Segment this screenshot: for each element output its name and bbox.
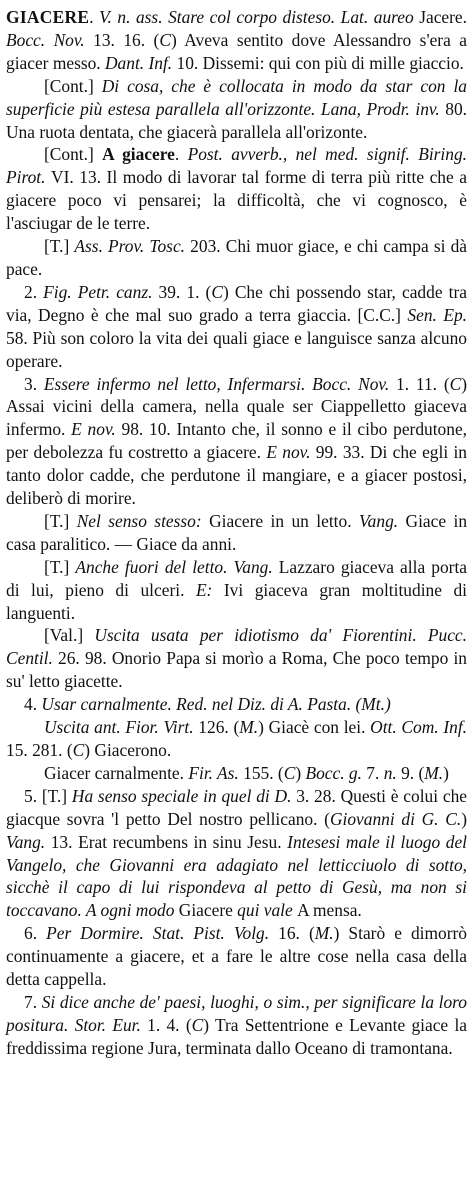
text-run: 13. 16. ( <box>93 29 160 50</box>
text-run: C <box>72 740 85 760</box>
text-run: Vang. <box>358 510 406 531</box>
text-run: ) Tra Settentrione e Levante giace la freddissima regione Jura, terminata dallo Oceano di tramontana. <box>6 1014 467 1058</box>
text-run: C <box>159 29 171 50</box>
entry-paragraph-14 <box>6 991 467 1060</box>
text-run: 16. ( <box>278 923 315 944</box>
text-run: 155. ( <box>243 762 284 783</box>
text-run: Fig. Petr. canz. <box>43 281 159 302</box>
text-run: [Cont.] <box>44 144 103 165</box>
text-run: 39. 1. ( <box>158 281 212 302</box>
text-run: 7. <box>366 762 384 783</box>
entry-paragraph-0 <box>6 6 467 75</box>
text-run: Giovanni di G. C. <box>329 808 462 829</box>
text-run: Intesesi male il luogo del Vangelo, che Giovanni era adagiato nel letticciuolo di sotto, sicchè il capo di lui rispondeva al petto di Gesù, ma non si toccavano. A ogni modo <box>6 831 468 921</box>
text-run: Lazzaro giaceva alla porta di lui, pieno di ulceri. <box>6 556 467 600</box>
text-run: Per Dormire. Stat. Pist. Volg. <box>46 923 279 944</box>
text-run: Di cosa, che è collocata in modo da star con la superficie più estesa parallela all'orizzonte. Lana, Prodr. inv. <box>6 75 467 119</box>
text-run: Fir. As. <box>188 762 244 783</box>
text-run: 99. 33. Di che egli in tanto dolor cadde, che perdutone il mangiare, e a giacer postosi, deliberò di morire. <box>6 442 468 509</box>
text-run: C <box>211 281 223 302</box>
entry-paragraph-13 <box>6 922 467 991</box>
text-run: [Cont.] <box>44 75 102 96</box>
text-run: ) Assai vicini della camera, nella quale ser Ciappelletto giaceva infermo. <box>6 373 468 440</box>
text-run: 5. [T.] <box>24 785 72 806</box>
text-run: ) Giacerono. <box>84 740 172 760</box>
text-run: [Val.] <box>44 625 95 646</box>
text-run: Giacer carnalmente. <box>44 762 189 783</box>
text-run: M. <box>239 717 259 738</box>
text-run: 4. <box>24 694 42 715</box>
text-run: Anche fuori del letto. Vang. <box>75 556 279 577</box>
text-run: 1. 11. ( <box>396 373 450 394</box>
text-run: Bocc. Nov. <box>6 29 94 50</box>
text-run: 80. Una ruota dentata, che giacerà parallela all'orizonte. <box>6 98 467 142</box>
headword: GIACERE <box>6 7 90 27</box>
entry-paragraph-6 <box>6 510 467 556</box>
entry-paragraph-3 <box>6 235 467 281</box>
text-run: Usar carnalmente. Red. nel Diz. di A. Pasta. (Mt.) <box>41 694 391 715</box>
text-run: C <box>449 373 462 394</box>
text-run: n. <box>383 762 402 783</box>
text-run: Nel senso stesso: <box>76 510 210 531</box>
text-run: 58. Più son coloro la vita dei quali giace e languisce sanza alcuno operare. <box>6 327 467 371</box>
text-run: qui vale <box>237 900 298 921</box>
text-run: 13. Erat recumbens in sinu Jesu. <box>50 831 288 852</box>
text-run: A mensa. <box>297 900 362 921</box>
text-run: 203. Chi muor giace, e chi campa si dà pace. <box>6 236 467 279</box>
text-run: VI. 13. Il modo di lavorar tal forme di terra più ritte che a giacere poco vi pensarei; la difficoltà, che vi cognosco, è l'asciugar de le terre. <box>6 167 467 234</box>
text-run: Bocc. g. <box>305 762 367 783</box>
text-run: E: <box>195 579 224 600</box>
entry-body <box>6 6 467 1060</box>
text-run: Dant. Inf. <box>105 52 177 73</box>
text-run: Essere infermo nel letto, Infermarsi. Bocc. Nov. <box>43 373 397 394</box>
text-run: Uscita ant. Fior. Virt. <box>44 717 199 738</box>
text-run: ) <box>295 762 306 783</box>
text-run: 10. Dissemi: qui con più di mille giaccio. <box>176 52 464 73</box>
text-run: Vang. <box>6 831 51 852</box>
entry-paragraph-12 <box>6 785 467 922</box>
entry-paragraph-4 <box>6 281 467 373</box>
text-run: ) <box>461 808 467 829</box>
text-run: Giacere in un letto. <box>209 510 359 531</box>
text-run: 6. <box>24 923 47 944</box>
entry-paragraph-2 <box>6 143 467 235</box>
text-run: V. n. ass. Stare col corpo disteso. Lat. aureo <box>99 7 420 27</box>
text-run: 2. <box>24 281 44 302</box>
text-run: 3. 28. Questi è colui che giacque sovra 'l petto Del nostro pellicano. ( <box>6 785 467 829</box>
entry-paragraph-9 <box>6 693 467 716</box>
text-run: A giacere <box>102 144 175 165</box>
text-run: ) Giacè con lei. <box>258 717 371 738</box>
entry-paragraph-7 <box>6 556 467 625</box>
text-run: 9. ( <box>401 762 425 783</box>
text-run: E nov. <box>266 442 316 463</box>
entry-paragraph-11 <box>6 762 467 785</box>
text-run: 26. 98. Onorio Papa si morìo a Roma, Che poco tempo in su' letto giacette. <box>6 648 467 692</box>
text-run: E nov. <box>71 419 122 440</box>
text-run: ) Aveva sentito dove Alessandro s'era a giacer messo. <box>6 29 468 73</box>
text-run: M. <box>314 923 334 944</box>
entry-paragraph-10 <box>6 716 467 762</box>
text-run: Ott. Com. Inf. <box>370 717 468 738</box>
text-run: C <box>191 1014 204 1035</box>
text-run: C <box>283 762 296 783</box>
text-run: M. <box>424 762 444 783</box>
text-run: 3. <box>24 373 44 394</box>
text-run: Sen. Ep. <box>407 304 467 325</box>
text-run: 1. 4. ( <box>147 1014 192 1035</box>
text-run: Si dice anche de' paesi, luoghi, o sim., per significare la loro positura. Stor. Eur. <box>6 991 468 1035</box>
entry-paragraph-8 <box>6 624 467 693</box>
text-run: Ha senso speciale in quel di D. <box>71 785 297 806</box>
dictionary-entry <box>6 6 467 1060</box>
text-run: 98. 10. Intanto che, il sonno e il cibo perdutone, per debolezza fu costretto a giacere. <box>6 419 468 463</box>
text-run: Giace in casa paralitico. — Giace da anni. <box>6 510 468 554</box>
text-run: Ass. Prov. Tosc. <box>74 236 191 257</box>
text-run: Uscita usata per idiotismo da' Fiorentini. Pucc. Centil. <box>6 625 467 669</box>
text-run: [T.] <box>44 556 76 577</box>
entry-paragraph-1 <box>6 75 467 144</box>
text-run: . <box>174 144 188 165</box>
text-run: Giacere <box>178 900 238 921</box>
text-run: 15. 281. ( <box>6 740 73 760</box>
text-run: ) Starò e dimorrò continuamente a giacere, et a fare le altre cose nella casa della detta cappella. <box>6 923 467 990</box>
text-run: Ivi giaceva gran moltitudine di languenti. <box>6 579 467 623</box>
text-run: . <box>89 7 100 27</box>
text-run: ) <box>443 762 449 783</box>
text-run: [T.] <box>44 236 75 257</box>
text-run: ) Che chi possendo star, cadde tra via, Degno è che mal suo grado a terra giaccia. [C.C.] <box>6 281 467 325</box>
text-run: Jacere. <box>419 7 467 27</box>
text-run: Post. avverb., nel med. signif. Biring. Pirot. <box>6 144 468 188</box>
text-run: 7. <box>24 991 42 1012</box>
text-run: 126. ( <box>198 717 240 738</box>
entry-paragraph-5 <box>6 373 467 510</box>
text-run: [T.] <box>44 510 77 531</box>
